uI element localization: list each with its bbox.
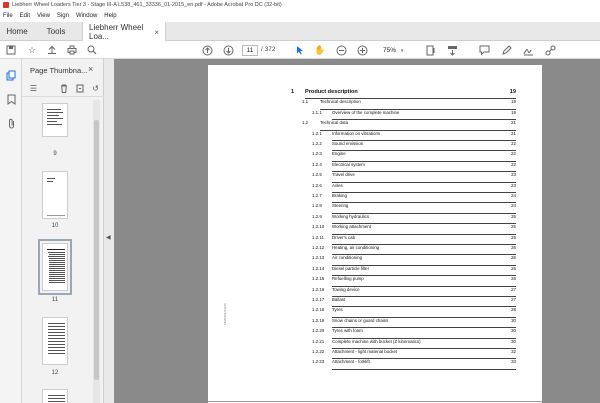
toc-number: 1.2.8 bbox=[312, 203, 322, 209]
toc-number: 1.2.11 bbox=[312, 234, 324, 240]
toc-entry[interactable] bbox=[208, 318, 542, 328]
toc-entry[interactable] bbox=[208, 245, 542, 255]
toc-page: 24 bbox=[511, 203, 516, 209]
toc-title: Diesel particle filter bbox=[332, 265, 370, 271]
toc-entry[interactable] bbox=[208, 203, 542, 213]
thumbnail-page-12[interactable] bbox=[42, 317, 68, 365]
toc-title: Towing device bbox=[332, 286, 360, 292]
toc-title: Sound emission bbox=[332, 141, 364, 146]
print-icon[interactable] bbox=[66, 44, 78, 56]
document-code: L538/461/33336 bbox=[223, 303, 227, 325]
toc-title: Working attachment bbox=[332, 224, 371, 230]
panel-title: Page Thumbna... bbox=[30, 66, 88, 75]
toc-title: Refuelling pump bbox=[332, 276, 364, 282]
page-footer-rule bbox=[208, 401, 542, 402]
toc-page: 19 bbox=[509, 89, 516, 95]
toc-page: 26 bbox=[511, 245, 516, 250]
highlight-pen-icon[interactable] bbox=[500, 44, 512, 56]
toc-number: 1.2.3 bbox=[312, 151, 322, 157]
toc-title: Steering bbox=[332, 203, 349, 209]
toc-page: 19 bbox=[511, 99, 516, 105]
toc-page: 27 bbox=[511, 297, 516, 302]
document-viewer[interactable] bbox=[114, 59, 600, 403]
menu-file[interactable]: File bbox=[3, 13, 13, 19]
toc-number: 1.2.5 bbox=[312, 172, 322, 178]
toc-entry[interactable] bbox=[208, 287, 542, 297]
share-link-icon[interactable] bbox=[544, 44, 556, 56]
close-icon[interactable]: × bbox=[154, 27, 159, 37]
toc-title: Ballast bbox=[332, 297, 346, 302]
toc-entry[interactable] bbox=[208, 235, 542, 245]
toc-page: 24 bbox=[511, 193, 516, 198]
zoom-in-icon[interactable] bbox=[356, 44, 368, 56]
toc-entry[interactable] bbox=[208, 339, 542, 349]
toc-entry[interactable] bbox=[208, 349, 542, 359]
zoom-level-select[interactable] bbox=[380, 45, 408, 56]
toc-page: 21 bbox=[511, 120, 516, 126]
toc-entry[interactable] bbox=[208, 162, 542, 172]
toc-title: Technical data bbox=[320, 120, 349, 126]
toc-title: Driver's cab bbox=[332, 234, 356, 240]
toc-number: 1.2.12 bbox=[312, 245, 325, 250]
tab-document-label: Liebherr Wheel Loa... bbox=[89, 23, 144, 41]
toc-entry[interactable] bbox=[208, 276, 542, 286]
menu-help[interactable]: Help bbox=[104, 13, 117, 19]
menu-bar bbox=[0, 10, 600, 22]
toc-number: 1.2.21 bbox=[312, 338, 325, 344]
select-cursor-icon[interactable] bbox=[294, 44, 306, 56]
toc-number: 1 bbox=[291, 89, 295, 95]
toc-title: Air conditioning bbox=[332, 255, 363, 261]
menu-sign[interactable]: Sign bbox=[56, 13, 69, 19]
star-icon[interactable]: ☆ bbox=[27, 44, 37, 55]
toc-rule bbox=[332, 369, 516, 370]
toc-title: Heating, air conditioning bbox=[332, 245, 380, 250]
scroll-mode-icon[interactable] bbox=[446, 44, 458, 56]
previous-page-icon[interactable] bbox=[201, 44, 213, 56]
toc-number: 1.2.2 bbox=[312, 141, 322, 146]
tab-document[interactable] bbox=[82, 22, 166, 42]
hand-tool-icon[interactable]: ✋ bbox=[314, 44, 326, 55]
toc-number: 1.2.9 bbox=[312, 213, 322, 219]
toc-number: 1.2.16 bbox=[312, 286, 325, 292]
thumbnail-page-9[interactable] bbox=[42, 103, 68, 137]
toc-title: Information on vibrations bbox=[332, 130, 381, 136]
toc-number: 1.1.1 bbox=[312, 109, 322, 115]
rotate-icon[interactable]: ↺ bbox=[92, 84, 99, 93]
close-icon[interactable]: × bbox=[88, 64, 94, 74]
toc-entry[interactable] bbox=[208, 141, 542, 151]
toc-page: 23 bbox=[511, 172, 516, 178]
toc-title: Axles bbox=[332, 182, 343, 188]
toc-page: 26 bbox=[511, 255, 516, 261]
toc-number: 1.2.23 bbox=[312, 359, 325, 365]
toc-entry[interactable] bbox=[208, 151, 542, 161]
toc-page: 22 bbox=[511, 141, 516, 146]
comment-icon[interactable] bbox=[478, 44, 490, 56]
toolbar bbox=[0, 41, 600, 59]
search-icon[interactable] bbox=[86, 44, 98, 56]
toc-entry[interactable] bbox=[208, 255, 542, 265]
toc-title: Tyres with foam bbox=[332, 328, 363, 334]
toc-entry[interactable] bbox=[208, 266, 542, 276]
sign-icon[interactable] bbox=[522, 44, 534, 56]
toc-entry[interactable] bbox=[208, 110, 542, 120]
thumbnail-page-10[interactable] bbox=[42, 171, 68, 219]
pdf-page bbox=[208, 65, 542, 403]
page-thumbnails-panel bbox=[22, 59, 104, 403]
toc-page: 19 bbox=[511, 109, 516, 115]
toc-title: Technical description bbox=[320, 99, 361, 105]
toc-number: 1.2.15 bbox=[312, 276, 325, 282]
collapse-panel-icon[interactable]: ◀ bbox=[106, 235, 111, 241]
next-page-icon[interactable] bbox=[222, 44, 234, 56]
toc-entry[interactable] bbox=[208, 89, 542, 99]
toc-page: 30 bbox=[511, 317, 516, 323]
toc-page: 26 bbox=[511, 265, 516, 271]
page-thumbnails-icon[interactable] bbox=[5, 69, 17, 81]
toc-title: Attachment - forklift bbox=[332, 359, 370, 365]
toc-number: 1.2 bbox=[302, 120, 309, 126]
options-menu-icon[interactable]: ☰ bbox=[29, 84, 38, 93]
thumbnail-page-13[interactable] bbox=[42, 389, 68, 403]
toc-entry[interactable] bbox=[208, 193, 542, 203]
toc-entry[interactable] bbox=[208, 99, 542, 109]
toc-entry[interactable] bbox=[208, 297, 542, 307]
toc-number: 1.2.1 bbox=[312, 130, 322, 136]
thumbnail-page-11[interactable] bbox=[42, 243, 68, 291]
toc-number: 1.2.6 bbox=[312, 182, 322, 188]
thumbnail-scrollbar-thumb[interactable] bbox=[94, 120, 99, 380]
toc-title: Attachment - light material bucket bbox=[332, 349, 398, 354]
toc-number: 1.2.20 bbox=[312, 328, 325, 334]
trash-icon[interactable] bbox=[58, 83, 69, 94]
toc-title: Electrical system bbox=[332, 161, 365, 167]
toc-title: Working hydraulics bbox=[332, 213, 370, 219]
toc-entry[interactable] bbox=[208, 328, 542, 338]
tab-tools[interactable]: Tools bbox=[46, 27, 66, 36]
attachment-icon[interactable] bbox=[5, 117, 17, 129]
toc-page: 32 bbox=[511, 349, 516, 354]
panel-toolbar bbox=[22, 81, 104, 97]
left-nav-strip bbox=[0, 59, 22, 403]
toc-number: 1.2.7 bbox=[312, 193, 322, 198]
toc-number: 1.2.13 bbox=[312, 255, 325, 261]
toc-page: 26 bbox=[511, 276, 516, 282]
toc-entry[interactable] bbox=[208, 307, 542, 317]
upload-icon[interactable] bbox=[46, 44, 58, 56]
toc-page: 27 bbox=[511, 286, 516, 292]
insert-pages-icon[interactable] bbox=[74, 83, 85, 94]
page-fit-icon[interactable] bbox=[424, 44, 436, 56]
toc-number: 1.2.18 bbox=[312, 307, 325, 313]
toc-number: 1.2.22 bbox=[312, 349, 325, 354]
zoom-out-icon[interactable] bbox=[335, 44, 347, 56]
bookmark-icon[interactable] bbox=[5, 93, 17, 105]
tab-bar bbox=[0, 22, 600, 41]
page-total: / 372 bbox=[261, 46, 276, 53]
page-number-input[interactable]: 11 bbox=[242, 45, 258, 56]
toc-number: 1.2.19 bbox=[312, 317, 325, 323]
toc-number: 1.1 bbox=[302, 99, 309, 105]
toc-number: 1.2.10 bbox=[312, 224, 325, 230]
toc-number: 1.2.4 bbox=[312, 161, 322, 167]
menu-view[interactable]: View bbox=[37, 13, 50, 19]
window-title: Liebherr Wheel Loaders Tier 3 - Stage III-A L538_461_33336_01-2015_en.pdf - Adobe Acrobat Pro DC (32-bit) bbox=[12, 2, 282, 8]
toc-title: Braking bbox=[332, 193, 347, 198]
toc-entry[interactable] bbox=[208, 120, 542, 130]
toc-page: 30 bbox=[511, 338, 516, 344]
toc-page: 22 bbox=[511, 151, 516, 157]
toc-title: Snow chains or guard chains bbox=[332, 317, 389, 323]
menu-edit[interactable]: Edit bbox=[19, 13, 31, 19]
menu-window[interactable]: Window bbox=[75, 13, 98, 19]
toc-title: Product description bbox=[305, 89, 358, 95]
toc-page: 21 bbox=[511, 130, 516, 136]
tab-home[interactable]: Home bbox=[6, 27, 28, 36]
toc-page: 25 bbox=[511, 224, 516, 230]
toc-page: 25 bbox=[511, 234, 516, 240]
panel-splitter[interactable] bbox=[104, 59, 114, 403]
toc-entry[interactable] bbox=[208, 131, 542, 141]
toc-page: 33 bbox=[511, 359, 516, 365]
save-icon[interactable] bbox=[5, 44, 17, 56]
title-bar bbox=[0, 0, 600, 10]
toc-number: 1.2.14 bbox=[312, 265, 325, 271]
toc-page: 22 bbox=[511, 161, 516, 167]
toc-entry[interactable] bbox=[208, 183, 542, 193]
toc-page: 23 bbox=[511, 182, 516, 188]
toc-entry[interactable] bbox=[208, 214, 542, 224]
zoom-level: 75% bbox=[383, 47, 397, 54]
toc-title: Engine bbox=[332, 151, 346, 157]
acrobat-icon bbox=[3, 2, 9, 8]
toc-title: Travel drive bbox=[332, 172, 355, 178]
toc-page: 30 bbox=[511, 328, 516, 334]
thumbnail-label: 9 bbox=[53, 151, 57, 157]
toc-title: Tyres bbox=[332, 307, 343, 313]
toc-title: Overview of the complete machine bbox=[332, 109, 400, 115]
thumbnail-label: 11 bbox=[51, 297, 59, 303]
thumbnail-label: 12 bbox=[51, 370, 59, 376]
thumbnail-label: 10 bbox=[51, 223, 59, 229]
toc-entry[interactable] bbox=[208, 224, 542, 234]
toc-page: 25 bbox=[511, 213, 516, 219]
toc-number: 1.2.17 bbox=[312, 297, 325, 302]
toc-page: 28 bbox=[511, 307, 516, 313]
toc-title: Complete machine with bucket (Z kinematics) bbox=[332, 338, 421, 344]
toc-entry[interactable] bbox=[208, 359, 542, 369]
chevron-down-icon: ▾ bbox=[400, 48, 404, 54]
toc-entry[interactable] bbox=[208, 172, 542, 182]
